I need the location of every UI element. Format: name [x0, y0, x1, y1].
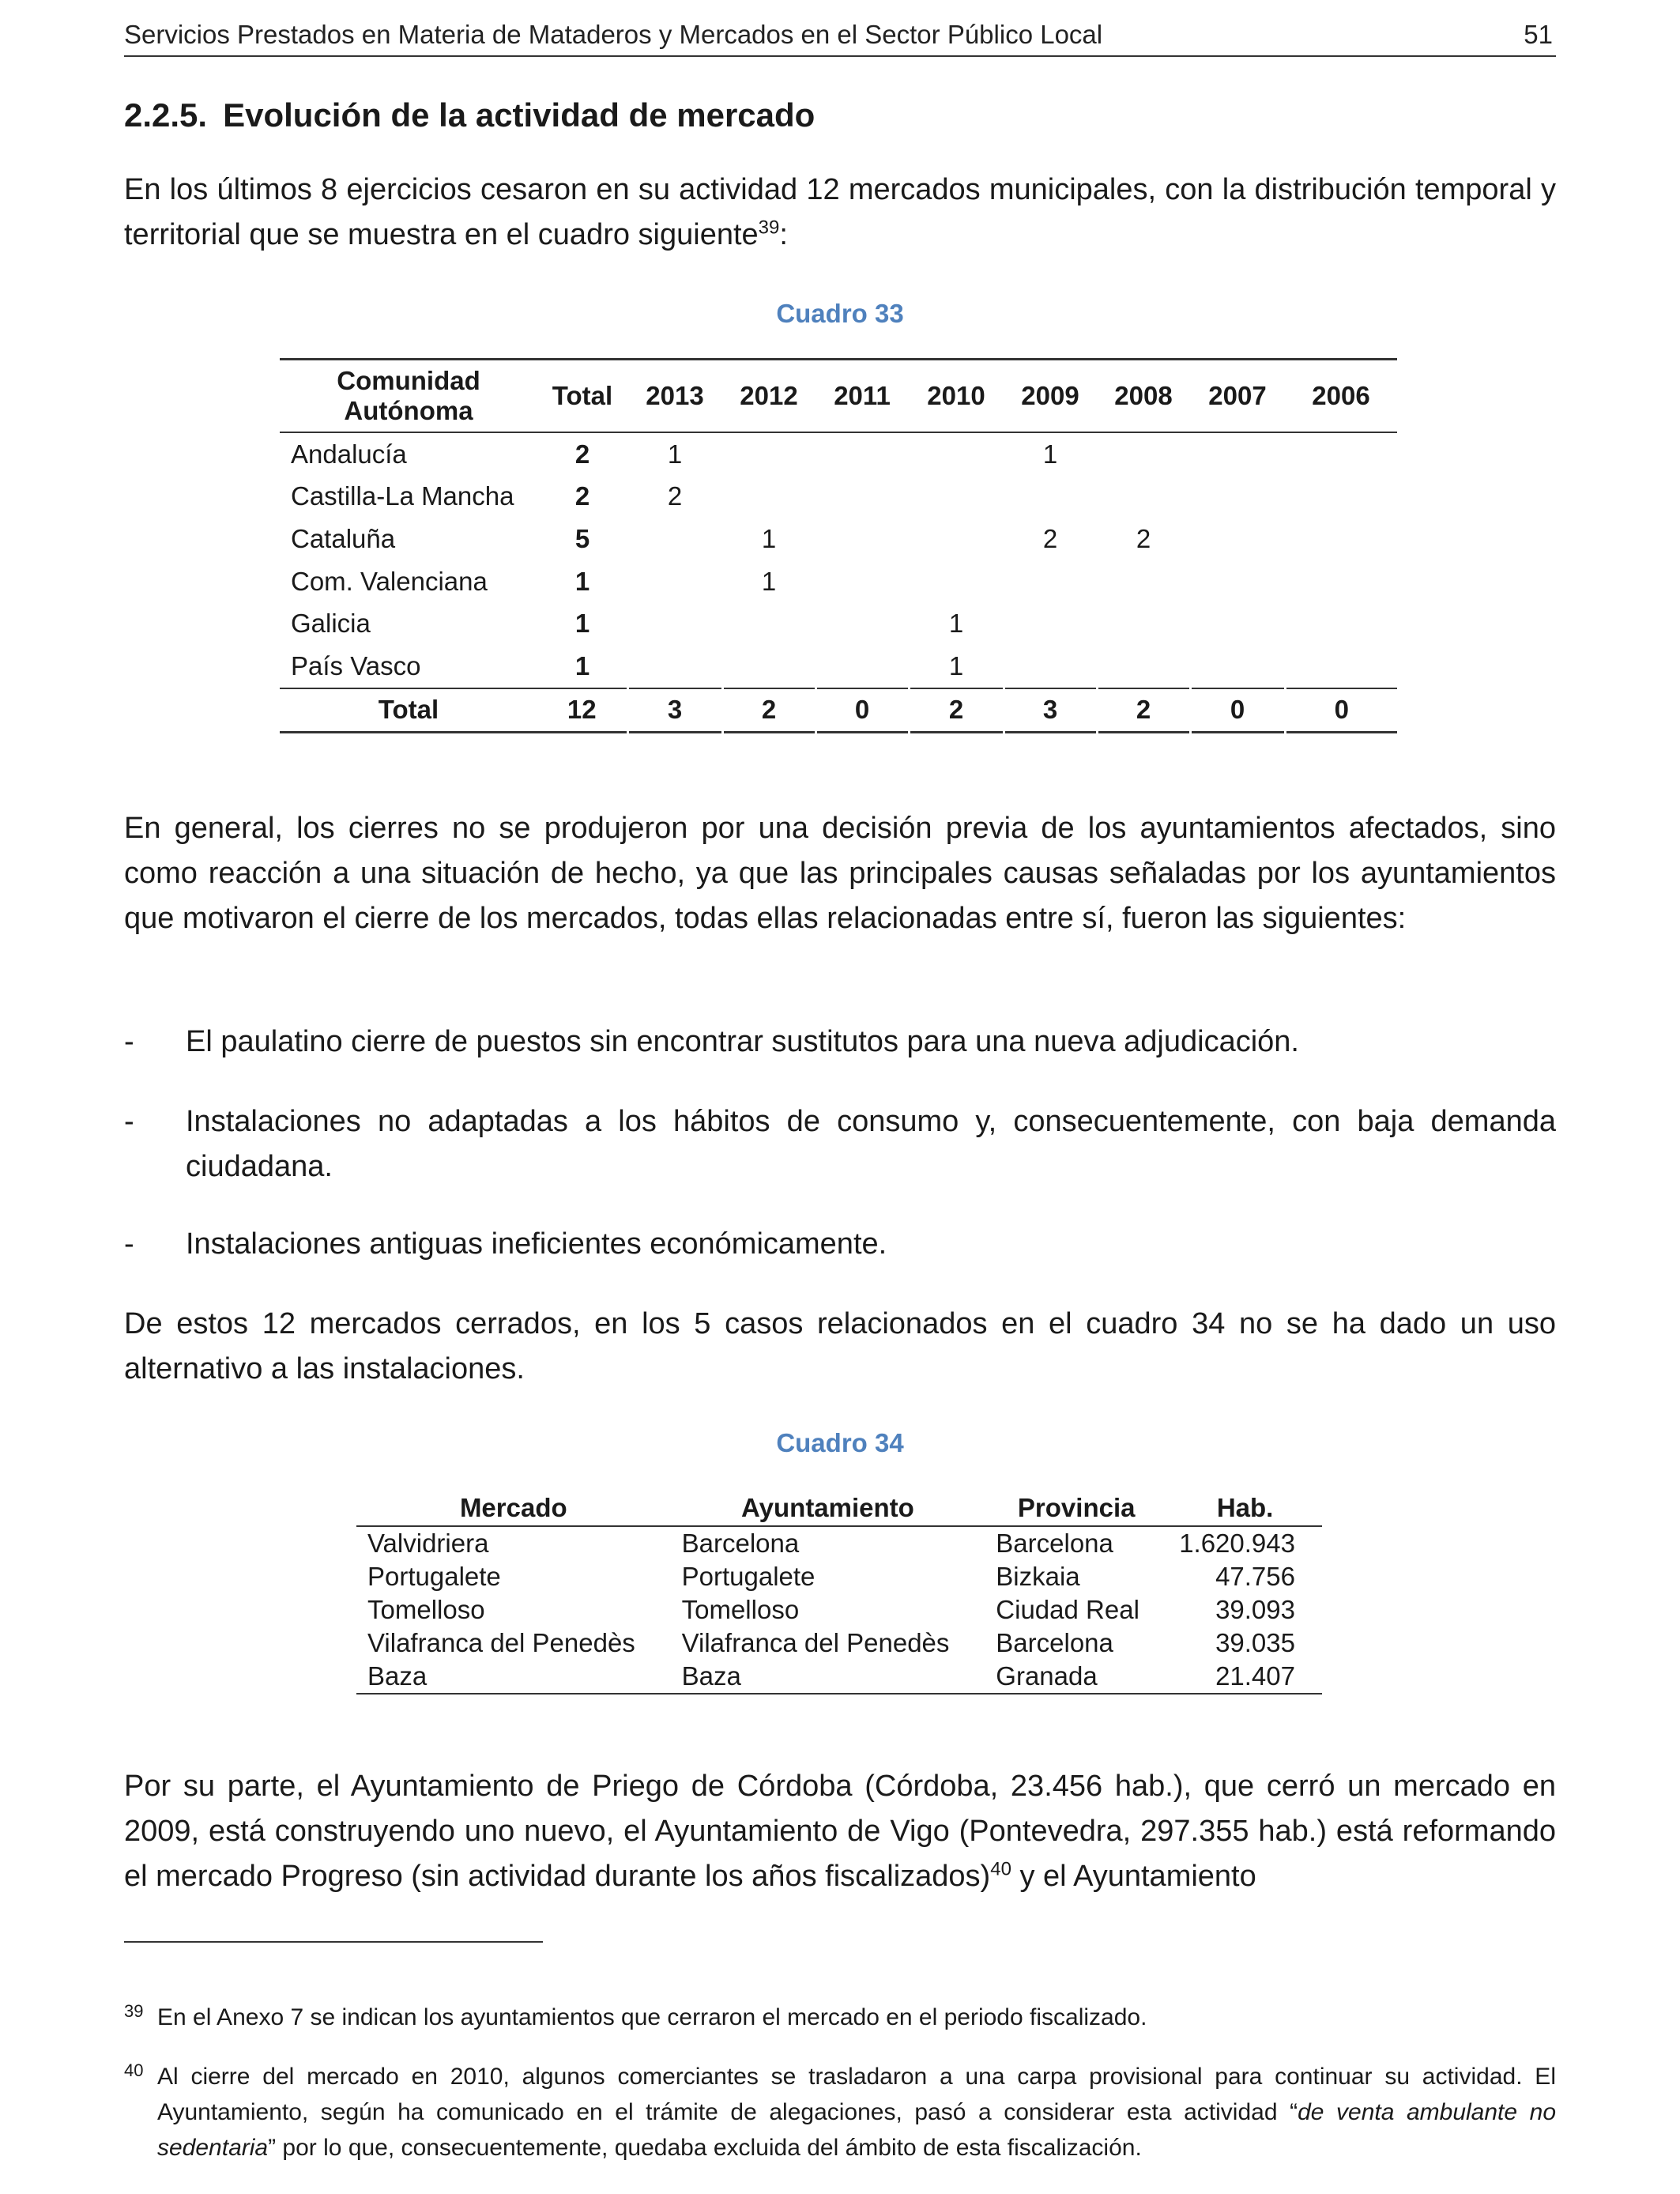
col-header: 2012	[740, 381, 798, 410]
col-header: 2013	[646, 381, 704, 410]
ayuntamiento-cell: Barcelona	[681, 1529, 800, 1558]
bullet-text: El paulatino cierre de puestos sin encontrar sustitutos para una nueva adjudicación.	[186, 1025, 1299, 1058]
value-cell	[816, 432, 909, 476]
value-cell	[816, 476, 909, 518]
value-cell	[1190, 518, 1285, 560]
footnote-text-after: ” por lo que, consecuentemente, quedaba excluida del ámbito de esta fiscalización.	[268, 2135, 1142, 2161]
ayuntamiento-cell: Baza	[681, 1661, 741, 1691]
value-cell	[722, 645, 816, 688]
habitantes-cell: 39.035	[1215, 1628, 1295, 1657]
col-header: 2007	[1208, 381, 1267, 410]
value-cell	[1285, 560, 1397, 603]
ccaa-cell: Galicia	[291, 609, 371, 639]
provincia-cell: Granada	[996, 1661, 1098, 1691]
value-cell	[1190, 602, 1285, 645]
value-cell	[909, 432, 1004, 476]
value-cell	[627, 645, 722, 688]
provincia-cell: Ciudad Real	[996, 1595, 1139, 1624]
footnote-number: 39	[124, 2001, 144, 2021]
value-cell: 1	[1042, 439, 1058, 469]
total-label: Total	[378, 695, 439, 725]
value-cell	[1004, 560, 1097, 603]
value-cell	[1097, 560, 1190, 603]
value-cell: 2	[574, 439, 590, 469]
value-cell	[627, 602, 722, 645]
habitantes-cell: 47.756	[1215, 1562, 1295, 1591]
value-cell	[909, 476, 1004, 518]
mercado-cell: Tomelloso	[367, 1595, 485, 1624]
bullet-text: Instalaciones no adaptadas a los hábitos de consumo y, consecuentemente, con baja demanda ciudadana.	[186, 1105, 1556, 1183]
col-header: 2010	[927, 381, 985, 410]
para4-tail: y el Ayuntamiento	[1011, 1860, 1256, 1893]
col-header: 2008	[1114, 381, 1173, 410]
footnote-number: 40	[124, 2060, 144, 2080]
table-row	[356, 1560, 1322, 1593]
value-cell: 1	[574, 650, 590, 680]
value-cell	[816, 602, 909, 645]
footnote-italic: de venta ambulante no sedentaria	[157, 2099, 1556, 2161]
habitantes-cell: 1.620.943	[1179, 1529, 1295, 1558]
footnote-text-before: Al cierre del mercado en 2010, algunos comerciantes se trasladaron a una carpa provisional para continuar su actividad. El Ayuntamiento, según ha comunicado en el trámite de alegaciones, pasó a considerar esta actividad “	[157, 2064, 1556, 2125]
cuadro33-total-row	[280, 688, 1397, 733]
total-cell: 3	[1004, 688, 1097, 733]
total-cell: 2	[909, 688, 1004, 733]
value-cell: 1	[761, 566, 777, 596]
intro-text: En los últimos 8 ejercicios cesaron en su actividad 12 mercados municipales, con la distribución temporal y territorial que se muestra en el cuadro siguiente	[124, 173, 1556, 251]
total-cell: 2	[722, 688, 816, 733]
cuadro34-header-row	[356, 1491, 1322, 1526]
value-cell	[1190, 645, 1285, 688]
provincia-cell: Bizkaia	[996, 1562, 1080, 1591]
col-header: Total	[552, 381, 613, 410]
value-cell: 1	[948, 609, 964, 639]
mercado-cell: Baza	[367, 1661, 428, 1691]
table-row	[280, 560, 1397, 603]
col-header: Provincia	[1017, 1493, 1136, 1522]
total-cell: 0	[1334, 695, 1349, 725]
value-cell	[1190, 432, 1285, 476]
value-cell	[722, 602, 816, 645]
col-header: Hab.	[1216, 1493, 1274, 1522]
value-cell	[1097, 476, 1190, 518]
value-cell: 2	[574, 481, 590, 511]
causes-paragraph: En general, los cierres no se produjeron por una decisión previa de los ayuntamientos afectados, sino como reacción a una situación de hecho, ya que las principales causas señaladas por los ayuntamientos que motivaron el cierre de los mercados, todas ellas relacionadas entre sí, fueron las siguientes:	[124, 812, 1556, 935]
mercado-cell: Vilafranca del Penedès	[367, 1628, 635, 1657]
table-row	[356, 1526, 1322, 1560]
value-cell	[1190, 560, 1285, 603]
para4-text: Por su parte, el Ayuntamiento de Priego de Córdoba (Córdoba, 23.456 hab.), que cerró un mercado en 2009, está construyendo uno nuevo, el Ayuntamiento de Vigo (Pontevedra, 297.355 hab.) está reformando el mercado Progreso (sin actividad durante los años fiscalizados)	[124, 1770, 1556, 1893]
footnote-separator	[124, 1941, 543, 1943]
value-cell: 5	[574, 523, 590, 553]
table-row	[280, 476, 1397, 518]
value-cell	[1285, 518, 1397, 560]
table-row	[356, 1660, 1322, 1694]
cuadro34-table	[356, 1491, 1322, 1695]
cuadro33-caption: Cuadro 33	[776, 299, 904, 328]
closed-markets-paragraph: De estos 12 mercados cerrados, en los 5 casos relacionados en el cuadro 34 no se ha dado un uso alternativo a las instalaciones.	[124, 1307, 1556, 1385]
bullet-text: Instalaciones antiguas ineficientes económicamente.	[186, 1227, 887, 1261]
total-cell: 0	[816, 688, 909, 733]
ccaa-cell: Cataluña	[291, 523, 396, 553]
table-row	[280, 518, 1397, 560]
bullet-dash: -	[124, 1105, 134, 1138]
value-cell	[816, 518, 909, 560]
value-cell: 1	[667, 439, 683, 469]
cuadro34-caption: Cuadro 34	[776, 1428, 904, 1457]
value-cell	[909, 560, 1004, 603]
table-row	[356, 1627, 1322, 1660]
intro-paragraph	[124, 168, 1556, 258]
col-header: 2006	[1312, 381, 1370, 410]
value-cell	[1097, 645, 1190, 688]
value-cell	[1004, 602, 1097, 645]
habitantes-cell: 21.407	[1215, 1661, 1295, 1691]
section-title: Evolución de la actividad de mercado	[223, 96, 816, 134]
value-cell	[1004, 645, 1097, 688]
total-cell: 12	[537, 688, 627, 733]
section-number: 2.2.5.	[124, 96, 208, 134]
value-cell	[1004, 476, 1097, 518]
ayuntamiento-cell: Tomelloso	[681, 1595, 800, 1624]
provincia-cell: Barcelona	[996, 1529, 1113, 1558]
ayuntamiento-cell: Vilafranca del Penedès	[681, 1628, 950, 1657]
value-cell	[722, 476, 816, 518]
value-cell	[1097, 432, 1190, 476]
ccaa-cell: País Vasco	[291, 650, 421, 680]
col-header: Mercado	[459, 1493, 567, 1522]
value-cell	[1097, 602, 1190, 645]
habitantes-cell: 39.093	[1215, 1595, 1295, 1624]
ccaa-cell: Com. Valenciana	[291, 566, 488, 596]
value-cell	[627, 560, 722, 603]
footnote-ref-40[interactable]: 40	[990, 1858, 1011, 1880]
total-cell: 3	[627, 688, 722, 733]
ayuntamiento-cell: Portugalete	[681, 1562, 816, 1591]
priego-vigo-paragraph	[124, 1764, 1556, 1899]
value-cell	[1285, 432, 1397, 476]
cuadro33-table	[280, 358, 1397, 733]
value-cell	[816, 560, 909, 603]
value-cell: 2	[1136, 523, 1151, 553]
value-cell: 2	[667, 481, 683, 511]
value-cell	[816, 645, 909, 688]
mercado-cell: Portugalete	[367, 1562, 501, 1591]
col-header: Comunidad Autónoma	[337, 366, 480, 425]
value-cell: 2	[1042, 523, 1058, 553]
value-cell	[909, 518, 1004, 560]
page-number: 51	[1524, 20, 1553, 49]
table-row	[356, 1593, 1322, 1627]
value-cell: 1	[574, 566, 590, 596]
value-cell: 1	[574, 609, 590, 639]
value-cell: 1	[761, 523, 777, 553]
ccaa-cell: Andalucía	[291, 439, 407, 469]
total-cell: 2	[1097, 688, 1190, 733]
table-row	[280, 602, 1397, 645]
running-title: Servicios Prestados en Materia de Mataderos y Mercados en el Sector Público Local	[124, 20, 1103, 49]
table-row	[280, 645, 1397, 688]
ccaa-cell: Castilla-La Mancha	[291, 481, 514, 511]
col-header: Ayuntamiento	[741, 1493, 914, 1522]
cuadro33-header-row	[280, 360, 1397, 433]
col-header: 2011	[834, 381, 891, 410]
footnote-text	[157, 2059, 1556, 2166]
value-cell	[1285, 645, 1397, 688]
value-cell	[722, 432, 816, 476]
bullet-dash: -	[124, 1025, 134, 1058]
intro-tail: :	[779, 218, 788, 251]
document-page	[124, 0, 1556, 2194]
value-cell	[1190, 476, 1285, 518]
value-cell: 1	[948, 650, 964, 680]
mercado-cell: Valvidriera	[367, 1529, 489, 1558]
provincia-cell: Barcelona	[996, 1628, 1113, 1657]
value-cell	[627, 518, 722, 560]
col-header: 2009	[1021, 381, 1079, 410]
footnote-ref-39[interactable]: 39	[758, 217, 780, 239]
value-cell	[1285, 476, 1397, 518]
footnote-text: En el Anexo 7 se indican los ayuntamientos que cerraron el mercado en el periodo fiscalizado.	[157, 2004, 1147, 2030]
section-heading	[124, 96, 815, 134]
bullet-dash: -	[124, 1227, 134, 1261]
table-row	[280, 432, 1397, 476]
value-cell	[1285, 602, 1397, 645]
running-header	[124, 14, 1556, 57]
total-cell: 0	[1190, 688, 1285, 733]
